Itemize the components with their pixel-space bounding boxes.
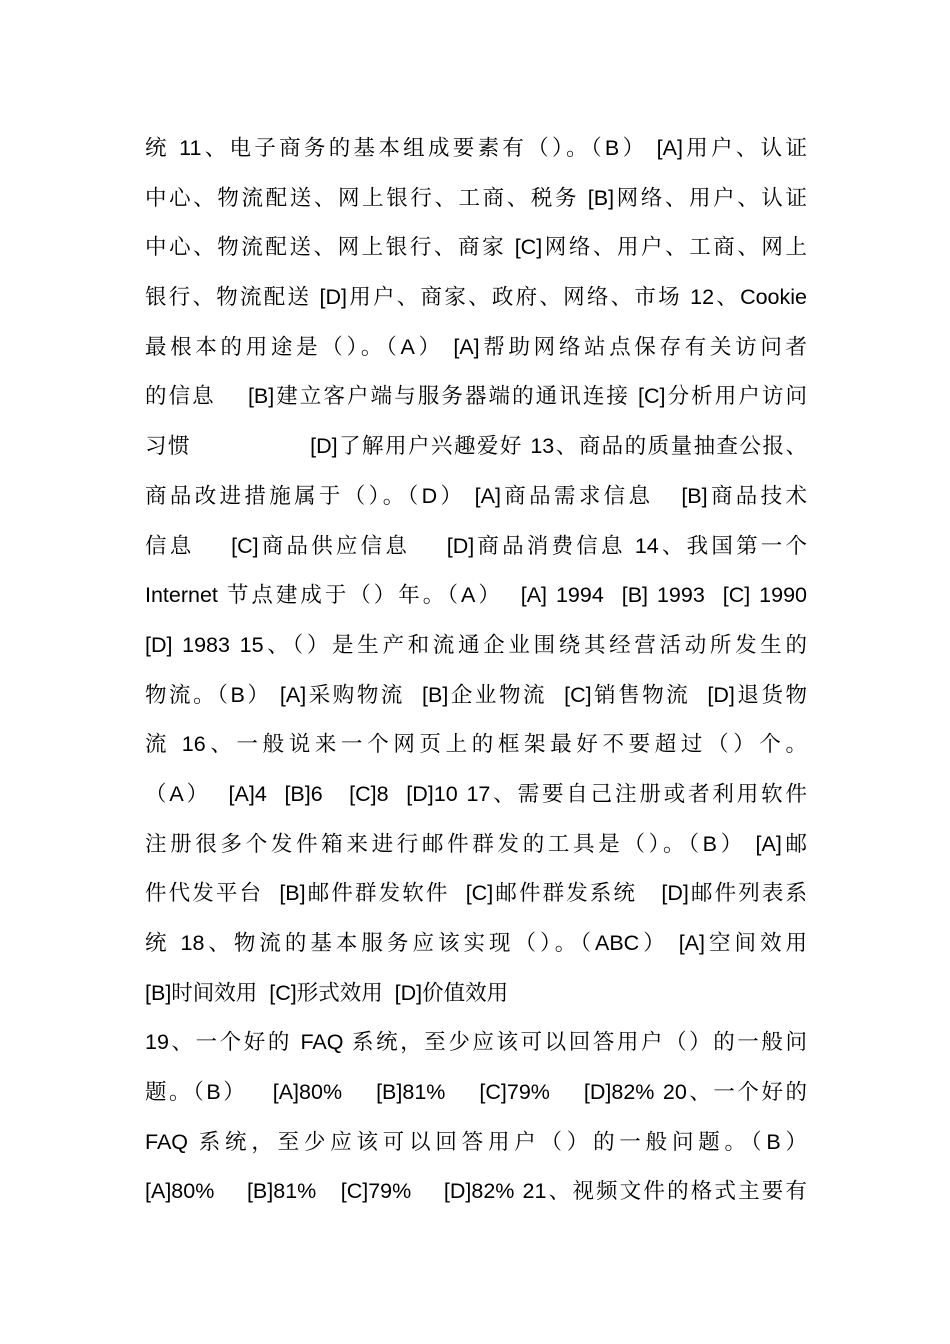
text-line-12: 物流。（B） [A]采购物流 [B]企业物流 [C]销售物流 [D]退货物: [145, 682, 807, 707]
text-line-16: 件代发平台 [B]邮件群发软件 [C]邮件群发系统 [D]邮件列表系: [145, 881, 807, 906]
text-line-19: 19、一个好的 FAQ 系统，至少应该可以回答用户（）的一般问: [145, 1030, 807, 1055]
text-line-9: 信息 [C]商品供应信息 [D]商品消费信息 14、我国第一个: [145, 533, 807, 558]
text-line-14: （A） [A]4 [B]6 [C]8 [D]10 17、需要自己注册或者利用软件: [145, 781, 807, 806]
text-line-11: [D] 1983 15、（）是生产和流通企业围绕其经营活动所发生的: [145, 632, 807, 657]
text-line-15: 注册很多个发件箱来进行邮件群发的工具是（）。（B） [A]邮: [145, 831, 807, 856]
text-line-22: [A]80% [B]81% [C]79% [D]82% 21、视频文件的格式主要有: [145, 1179, 807, 1204]
text-line-17: 统 18、物流的基本服务应该实现（）。（ABC） [A]空间效用: [145, 931, 807, 955]
text-line-10: Internet 节点建成于（）年。（A） [A] 1994 [B] 1993 [C] 1990: [145, 583, 807, 608]
text-line-4: 银行、物流配送 [D]用户、商家、政府、网络、市场 12、Cookie: [145, 285, 807, 310]
text-line-5: 最根本的用途是（）。（A） [A]帮助网络站点保存有关访问者: [145, 334, 807, 359]
text-line-20: 题。（B） [A]80% [B]81% [C]79% [D]82% 20、一个好的: [145, 1080, 807, 1105]
text-line-21: FAQ 系统，至少应该可以回答用户（）的一般问题。（B）: [145, 1129, 807, 1154]
text-line-13: 流 16、一般说来一个网页上的框架最好不要超过（）个。: [145, 732, 807, 757]
text-line-2: 中心、物流配送、网上银行、工商、税务 [B]网络、用户、认证: [145, 185, 807, 210]
text-line-7: 习惯 [D]了解用户兴趣爱好 13、商品的质量抽查公报、: [145, 434, 807, 459]
document-body: [145, 124, 807, 1217]
text-line-6: 的信息 [B]建立客户端与服务器端的通讯连接 [C]分析用户访问: [145, 384, 807, 409]
text-line-3: 中心、物流配送、网上银行、商家 [C]网络、用户、工商、网上: [145, 235, 807, 260]
text-line-8: 商品改进措施属于（）。（D） [A]商品需求信息 [B]商品技术: [145, 483, 807, 508]
text-line-18: [B]时间效用 [C]形式效用 [D]价值效用: [145, 980, 509, 1005]
text-line-1: 统 11、电子商务的基本组成要素有（）。（B） [A]用户、认证: [145, 136, 807, 160]
